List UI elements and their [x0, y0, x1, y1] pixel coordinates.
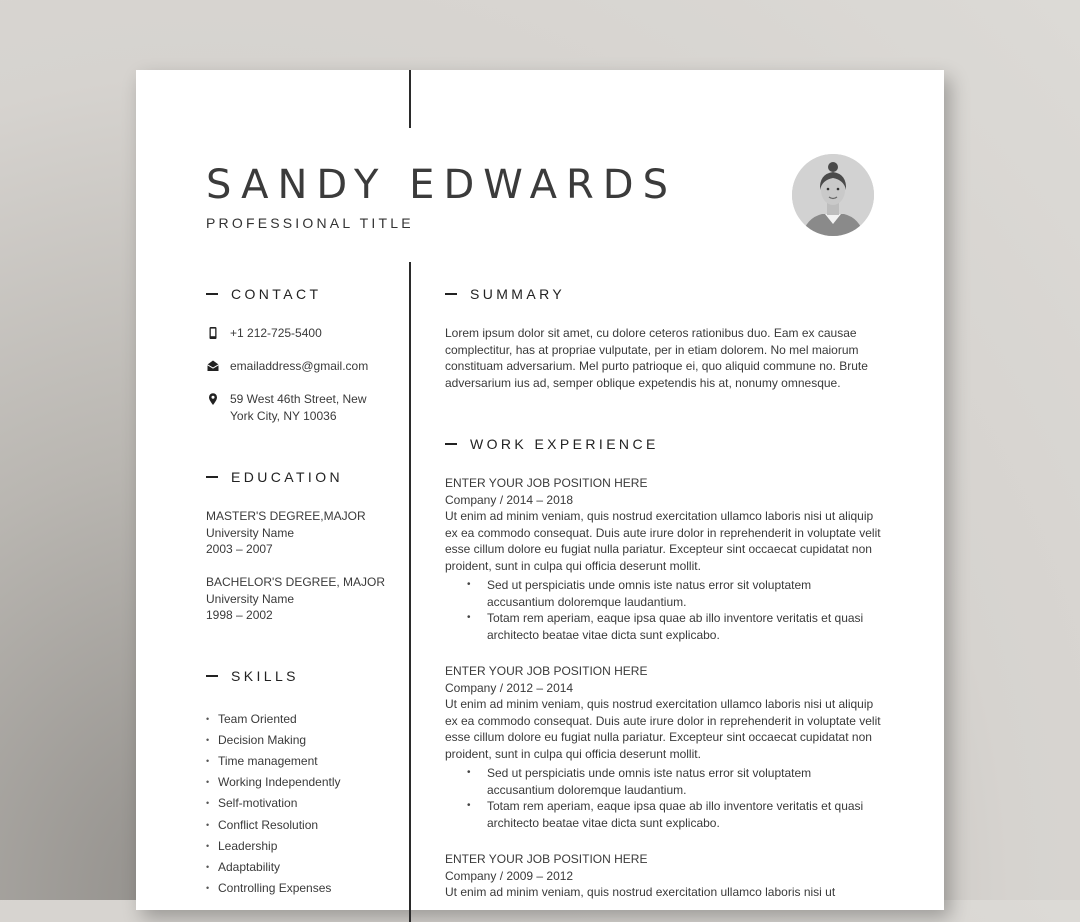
job-position: ENTER YOUR JOB POSITION HERE — [445, 852, 648, 866]
job-company: Company / 2012 – 2014 — [445, 680, 574, 695]
list-item: • Decision Making — [206, 732, 307, 747]
education-entry — [206, 574, 385, 624]
map-pin-icon — [206, 392, 220, 406]
job-entry — [445, 475, 881, 643]
education-entry — [206, 508, 366, 558]
list-item: • Sed ut perspiciatis unde omnis iste natus error sit voluptatem accusantium doloremque laudantium. — [487, 577, 881, 610]
job-bullets — [445, 577, 881, 643]
skill-label: Decision Making — [218, 732, 307, 747]
job-position: ENTER YOUR JOB POSITION HERE — [445, 476, 648, 490]
list-item: • Time management — [206, 753, 318, 768]
heading-dash — [445, 443, 457, 445]
degree: BACHELOR'S DEGREE, MAJOR — [206, 575, 385, 589]
summary-text: Lorem ipsum dolor sit amet, cu dolore ceteros rationibus duo. Eam ex causae complectitur, has at propriae vulputate, per in etiam dolorem. No mel maiorum constituam adversarium. Mel purto patrioque ei, quo aliquid commune no. Brute adversarium ius ad, semper oblique expetendis his at, nonumy omnesque. — [445, 326, 868, 390]
list-item: • Team Oriented — [206, 711, 297, 726]
contact-heading-label: CONTACT — [231, 286, 322, 302]
top-divider — [409, 70, 411, 128]
list-item: • Adaptability — [206, 859, 281, 874]
skills-heading-label: SKILLS — [231, 668, 299, 684]
summary-heading-label: SUMMARY — [470, 286, 566, 302]
job-company: Company / 2009 – 2012 — [445, 868, 574, 883]
education-heading-label: EDUCATION — [231, 469, 344, 485]
profile-photo — [792, 154, 874, 236]
skills-list — [206, 708, 341, 899]
skill-label: Working Independently — [218, 775, 341, 790]
skill-label: Controlling Expenses — [218, 881, 332, 896]
list-item: • Controlling Expenses — [206, 881, 332, 896]
envelope-icon — [206, 359, 220, 373]
skill-label: Leadership — [218, 838, 278, 853]
heading-dash — [445, 293, 457, 295]
phone-text: +1 212-725-5400 — [230, 326, 322, 340]
list-item: • Totam rem aperiam, eaque ipsa quae ab illo inventore veritatis et quasi architecto beatae vitae dicta sunt explicabo. — [487, 610, 881, 643]
job-position: ENTER YOUR JOB POSITION HERE — [445, 664, 648, 678]
job-entry — [445, 663, 881, 831]
job-description: Ut enim ad minim veniam, quis nostrud exercitation ullamco laboris nisi ut aliquip ex ea commodo consequat. Duis aute irure dolor in reprehenderit in voluptate velit esse cillum dolore eu fugiat nulla pariatur. Excepteur sint occaecat cupidatat non proident, sunt in culpa qui officia deserunt mollit. — [445, 509, 881, 573]
heading-dash — [206, 476, 218, 478]
skill-label: Team Oriented — [218, 711, 297, 726]
experience-heading-label: WORK EXPERIENCE — [470, 436, 659, 452]
contact-phone — [206, 325, 380, 342]
list-item: • Self-motivation — [206, 796, 298, 811]
degree: MASTER'S DEGREE,MAJOR — [206, 509, 366, 523]
school: University Name — [206, 525, 295, 540]
list-item: • Conflict Resolution — [206, 817, 319, 832]
list-item: • Working Independently — [206, 775, 341, 790]
column-divider — [409, 262, 411, 922]
skills-heading — [206, 668, 299, 684]
professional-title: PROFESSIONAL TITLE — [206, 215, 414, 231]
school: University Name — [206, 591, 295, 606]
summary-heading — [445, 286, 565, 302]
contact-heading — [206, 286, 321, 302]
experience-heading — [445, 436, 659, 452]
list-item: • Sed ut perspiciatis unde omnis iste natus error sit voluptatem accusantium doloremque laudantium. — [487, 765, 881, 798]
skill-label: Time management — [218, 753, 318, 768]
phone-icon — [206, 326, 220, 340]
years: 2003 – 2007 — [206, 542, 273, 556]
contact-email — [206, 358, 380, 375]
contact-address — [206, 391, 380, 424]
job-description: Ut enim ad minim veniam, quis nostrud exercitation ullamco laboris nisi ut — [445, 885, 836, 899]
resume-page — [136, 70, 944, 910]
skill-label: Conflict Resolution — [218, 817, 319, 832]
job-bullets — [445, 765, 881, 831]
job-entry — [445, 851, 881, 901]
candidate-name: SANDY EDWARDS — [206, 162, 677, 208]
skill-label: Self-motivation — [218, 796, 298, 811]
years: 1998 – 2002 — [206, 608, 273, 622]
list-item: • Totam rem aperiam, eaque ipsa quae ab illo inventore veritatis et quasi architecto beatae vitae dicta sunt explicabo. — [487, 798, 881, 831]
job-company: Company / 2014 – 2018 — [445, 492, 574, 507]
email-text: emailaddress@gmail.com — [230, 359, 369, 373]
heading-dash — [206, 293, 218, 295]
job-description: Ut enim ad minim veniam, quis nostrud exercitation ullamco laboris nisi ut aliquip ex ea commodo consequat. Duis aute irure dolor in reprehenderit in voluptate velit esse cillum dolore eu fugiat nulla pariatur. Excepteur sint occaecat cupidatat non proident, sunt in culpa qui officia deserunt mollit. — [445, 697, 881, 761]
heading-dash — [206, 675, 218, 677]
list-item: • Leadership — [206, 838, 278, 853]
address-text: 59 West 46th Street, New York City, NY 10036 — [230, 392, 367, 423]
education-heading — [206, 469, 343, 485]
skill-label: Adaptability — [218, 859, 281, 874]
